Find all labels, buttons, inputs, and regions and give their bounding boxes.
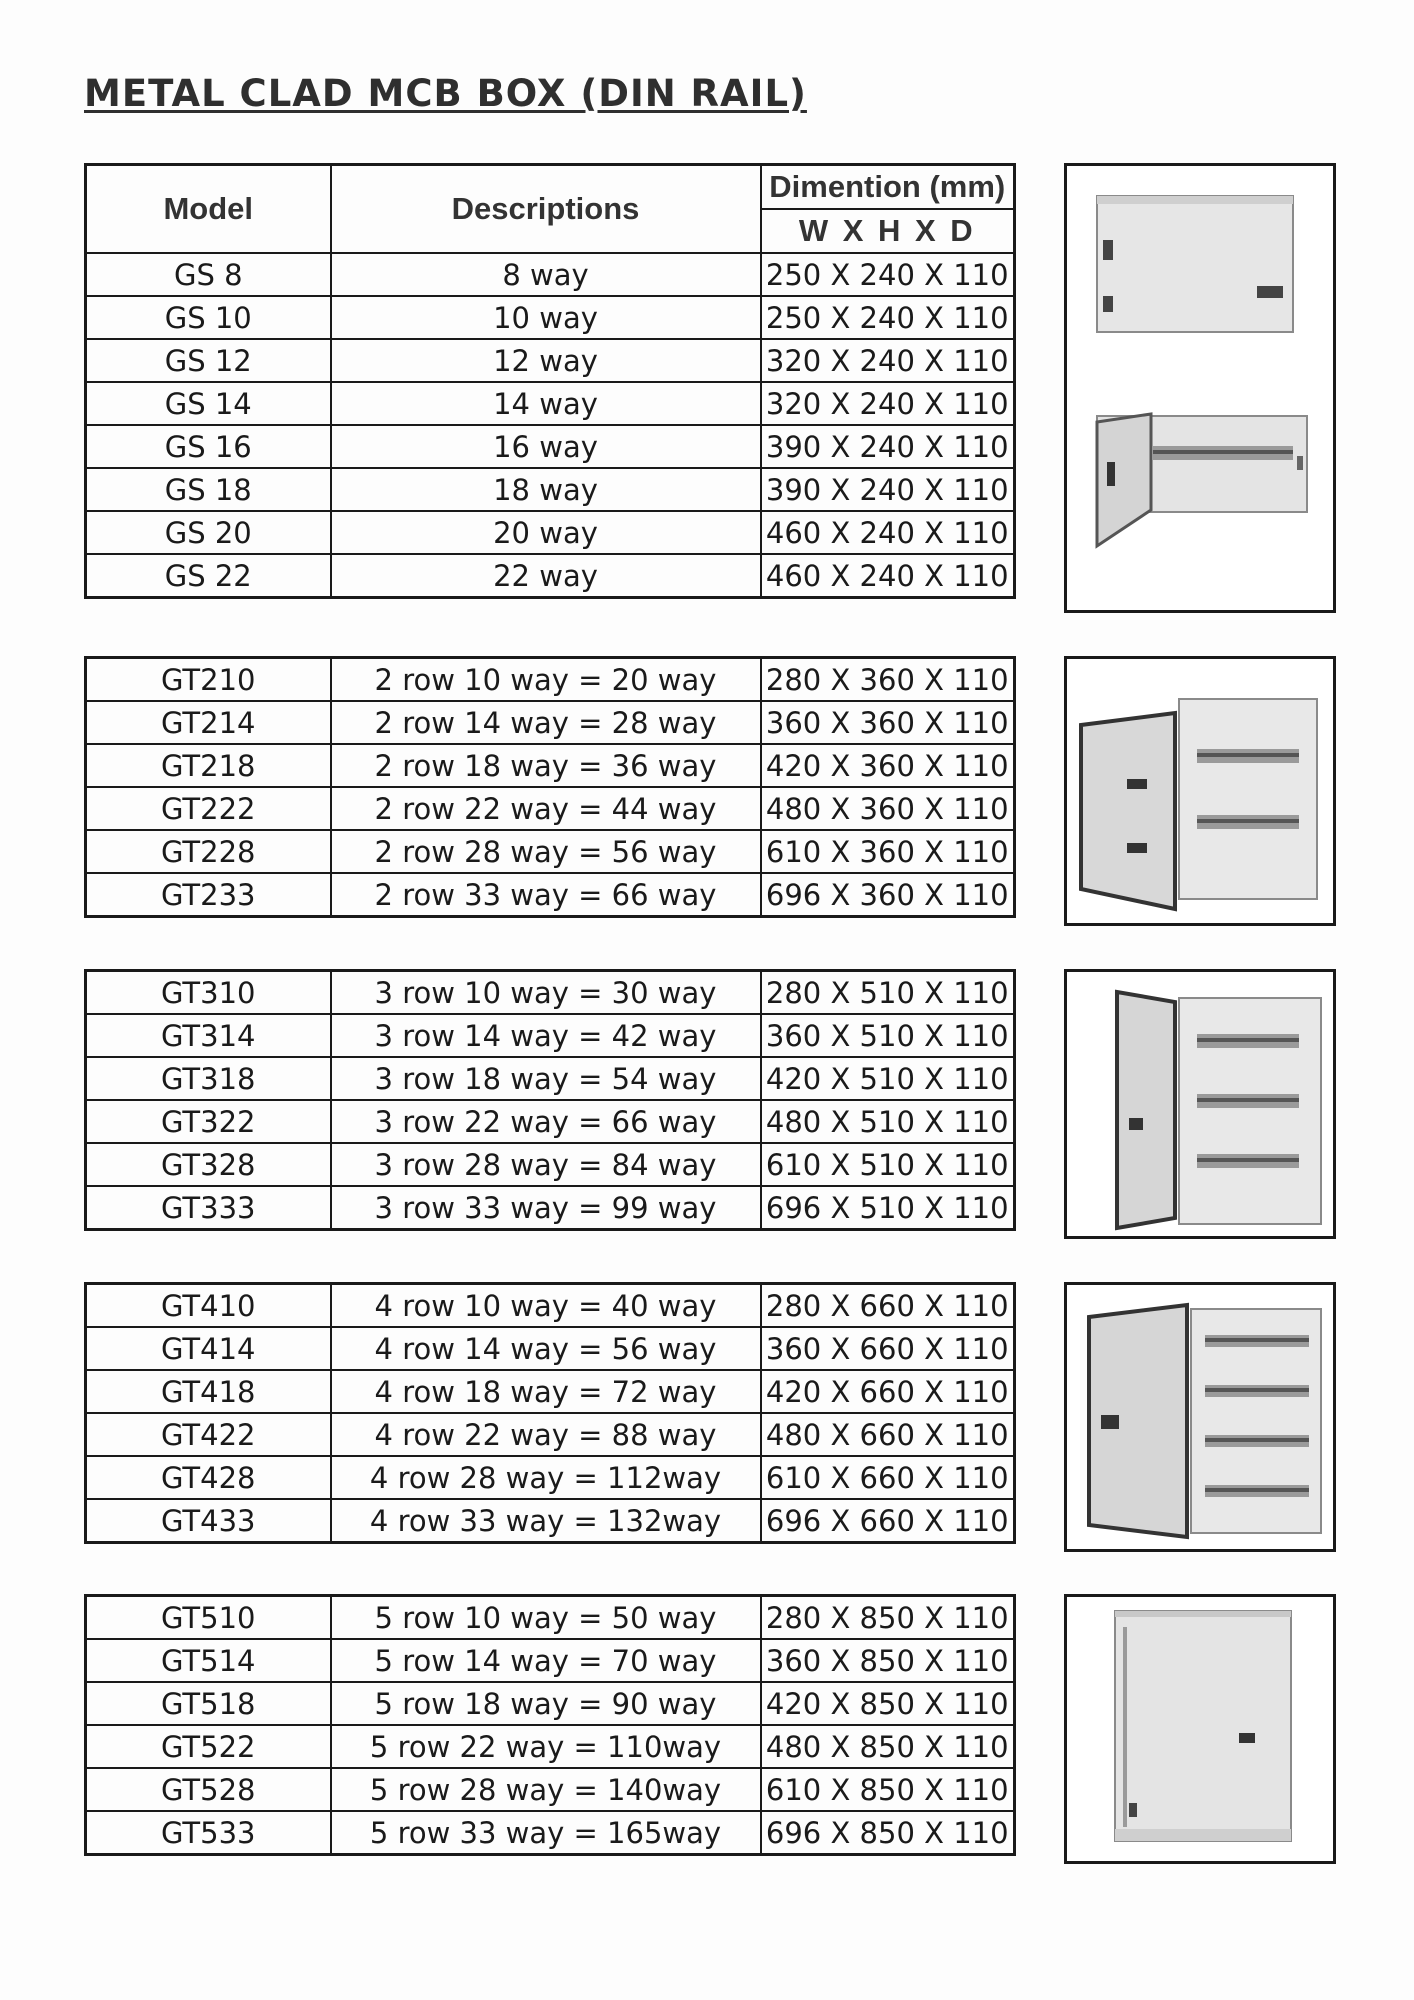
cell-model: GT233	[86, 873, 331, 917]
product-image-gs	[1064, 163, 1336, 613]
cell-model: GT218	[86, 744, 331, 787]
cell-model: GT422	[86, 1413, 331, 1456]
cell-model: GT533	[86, 1811, 331, 1855]
cell-dim: 390 X 240 X 110	[761, 468, 1015, 511]
spec-table-gs	[84, 163, 1016, 599]
cell-dim: 360 X 850 X 110	[761, 1639, 1015, 1682]
table-row	[86, 787, 1015, 830]
table-row	[86, 971, 1015, 1015]
header-model: Model	[86, 165, 331, 254]
cell-model: GT410	[86, 1284, 331, 1328]
page-title: METAL CLAD MCB BOX (DIN RAIL)	[84, 72, 807, 115]
product-image-gt3	[1064, 969, 1336, 1239]
cell-desc: 12 way	[331, 339, 761, 382]
cell-dim: 250 X 240 X 110	[761, 296, 1015, 339]
cell-model: GT210	[86, 658, 331, 702]
cell-desc: 4 row 33 way = 132way	[331, 1499, 761, 1543]
cell-dim: 360 X 660 X 110	[761, 1327, 1015, 1370]
cell-model: GS 16	[86, 425, 331, 468]
cell-desc: 22 way	[331, 554, 761, 598]
cell-model: GT518	[86, 1682, 331, 1725]
spec-table-gt5	[84, 1594, 1016, 1856]
cell-model: GS 20	[86, 511, 331, 554]
cell-dim: 320 X 240 X 110	[761, 339, 1015, 382]
cell-desc: 3 row 18 way = 54 way	[331, 1057, 761, 1100]
cell-dim: 420 X 360 X 110	[761, 744, 1015, 787]
table-row	[86, 1327, 1015, 1370]
cell-dim: 250 X 240 X 110	[761, 253, 1015, 296]
cell-model: GS 8	[86, 253, 331, 296]
table-row	[86, 701, 1015, 744]
cell-dim: 696 X 360 X 110	[761, 873, 1015, 917]
mcb-box-open-icon	[1067, 659, 1333, 923]
cell-model: GT522	[86, 1725, 331, 1768]
table-row	[86, 873, 1015, 917]
table-row	[86, 1057, 1015, 1100]
cell-dim: 360 X 510 X 110	[761, 1014, 1015, 1057]
cell-dim: 696 X 850 X 110	[761, 1811, 1015, 1855]
cell-dim: 460 X 240 X 110	[761, 554, 1015, 598]
table-row	[86, 1499, 1015, 1543]
table-row	[86, 1811, 1015, 1855]
table-row	[86, 425, 1015, 468]
cell-model: GS 10	[86, 296, 331, 339]
table-row	[86, 339, 1015, 382]
mcb-box-open-icon	[1067, 1285, 1333, 1549]
cell-dim: 610 X 360 X 110	[761, 830, 1015, 873]
cell-dim: 610 X 850 X 110	[761, 1768, 1015, 1811]
cell-dim: 420 X 660 X 110	[761, 1370, 1015, 1413]
cell-desc: 4 row 10 way = 40 way	[331, 1284, 761, 1328]
cell-desc: 2 row 18 way = 36 way	[331, 744, 761, 787]
cell-desc: 5 row 14 way = 70 way	[331, 1639, 761, 1682]
cell-desc: 2 row 14 way = 28 way	[331, 701, 761, 744]
mcb-box-open-icon	[1067, 972, 1333, 1236]
cell-desc: 8 way	[331, 253, 761, 296]
table-row	[86, 1596, 1015, 1640]
cell-desc: 3 row 10 way = 30 way	[331, 971, 761, 1015]
cell-desc: 3 row 22 way = 66 way	[331, 1100, 761, 1143]
cell-dim: 480 X 360 X 110	[761, 787, 1015, 830]
table-row	[86, 511, 1015, 554]
cell-desc: 4 row 14 way = 56 way	[331, 1327, 761, 1370]
cell-model: GT514	[86, 1639, 331, 1682]
cell-dim: 280 X 360 X 110	[761, 658, 1015, 702]
cell-desc: 2 row 33 way = 66 way	[331, 873, 761, 917]
cell-desc: 5 row 28 way = 140way	[331, 1768, 761, 1811]
cell-desc: 2 row 22 way = 44 way	[331, 787, 761, 830]
table-row	[86, 554, 1015, 598]
cell-dim: 360 X 360 X 110	[761, 701, 1015, 744]
cell-dim: 280 X 510 X 110	[761, 971, 1015, 1015]
spec-table-gt2	[84, 656, 1016, 918]
cell-model: GT510	[86, 1596, 331, 1640]
cell-model: GT318	[86, 1057, 331, 1100]
cell-desc: 20 way	[331, 511, 761, 554]
cell-desc: 4 row 22 way = 88 way	[331, 1413, 761, 1456]
cell-dim: 420 X 510 X 110	[761, 1057, 1015, 1100]
cell-desc: 2 row 28 way = 56 way	[331, 830, 761, 873]
cell-model: GT414	[86, 1327, 331, 1370]
cell-model: GT418	[86, 1370, 331, 1413]
cell-dim: 696 X 660 X 110	[761, 1499, 1015, 1543]
cell-model: GT214	[86, 701, 331, 744]
header-descriptions: Descriptions	[331, 165, 761, 254]
spec-table-gt3	[84, 969, 1016, 1231]
cell-model: GT333	[86, 1186, 331, 1230]
cell-dim: 696 X 510 X 110	[761, 1186, 1015, 1230]
cell-dim: 390 X 240 X 110	[761, 425, 1015, 468]
header-dimension-sub: W X H X D	[761, 209, 1015, 253]
table-row	[86, 468, 1015, 511]
product-image-gt5	[1064, 1594, 1336, 1864]
table-row	[86, 1370, 1015, 1413]
cell-model: GS 12	[86, 339, 331, 382]
cell-model: GT433	[86, 1499, 331, 1543]
mcb-box-closed-icon	[1067, 1597, 1333, 1861]
table-row	[86, 382, 1015, 425]
cell-desc: 3 row 28 way = 84 way	[331, 1143, 761, 1186]
cell-model: GT222	[86, 787, 331, 830]
cell-dim: 320 X 240 X 110	[761, 382, 1015, 425]
cell-desc: 5 row 10 way = 50 way	[331, 1596, 761, 1640]
table-row	[86, 1725, 1015, 1768]
cell-desc: 14 way	[331, 382, 761, 425]
cell-model: GT228	[86, 830, 331, 873]
table-row	[86, 744, 1015, 787]
header-dimension: Dimention (mm)	[761, 165, 1015, 210]
table-row	[86, 658, 1015, 702]
table-row	[86, 1014, 1015, 1057]
cell-model: GS 18	[86, 468, 331, 511]
cell-desc: 16 way	[331, 425, 761, 468]
cell-dim: 480 X 660 X 110	[761, 1413, 1015, 1456]
cell-dim: 610 X 510 X 110	[761, 1143, 1015, 1186]
table-row	[86, 1186, 1015, 1230]
cell-desc: 2 row 10 way = 20 way	[331, 658, 761, 702]
table-row	[86, 1413, 1015, 1456]
cell-model: GT314	[86, 1014, 331, 1057]
product-image-gt4	[1064, 1282, 1336, 1552]
table-row	[86, 1682, 1015, 1725]
cell-dim: 480 X 850 X 110	[761, 1725, 1015, 1768]
cell-model: GT428	[86, 1456, 331, 1499]
table-row	[86, 1100, 1015, 1143]
cell-desc: 3 row 33 way = 99 way	[331, 1186, 761, 1230]
cell-model: GT328	[86, 1143, 331, 1186]
cell-desc: 5 row 18 way = 90 way	[331, 1682, 761, 1725]
cell-model: GT528	[86, 1768, 331, 1811]
cell-desc: 18 way	[331, 468, 761, 511]
cell-dim: 420 X 850 X 110	[761, 1682, 1015, 1725]
spec-table-gt4	[84, 1282, 1016, 1544]
cell-desc: 10 way	[331, 296, 761, 339]
cell-model: GS 22	[86, 554, 331, 598]
table-row	[86, 1456, 1015, 1499]
table-row	[86, 1768, 1015, 1811]
mcb-box-icon	[1067, 166, 1333, 610]
cell-dim: 480 X 510 X 110	[761, 1100, 1015, 1143]
cell-dim: 280 X 850 X 110	[761, 1596, 1015, 1640]
table-row	[86, 1284, 1015, 1328]
cell-desc: 3 row 14 way = 42 way	[331, 1014, 761, 1057]
cell-dim: 610 X 660 X 110	[761, 1456, 1015, 1499]
table-row	[86, 1639, 1015, 1682]
cell-dim: 460 X 240 X 110	[761, 511, 1015, 554]
cell-desc: 5 row 33 way = 165way	[331, 1811, 761, 1855]
cell-model: GS 14	[86, 382, 331, 425]
cell-model: GT322	[86, 1100, 331, 1143]
table-row	[86, 296, 1015, 339]
table-row	[86, 1143, 1015, 1186]
cell-desc: 4 row 18 way = 72 way	[331, 1370, 761, 1413]
table-row	[86, 830, 1015, 873]
cell-dim: 280 X 660 X 110	[761, 1284, 1015, 1328]
product-image-gt2	[1064, 656, 1336, 926]
cell-desc: 5 row 22 way = 110way	[331, 1725, 761, 1768]
cell-desc: 4 row 28 way = 112way	[331, 1456, 761, 1499]
table-row	[86, 253, 1015, 296]
cell-model: GT310	[86, 971, 331, 1015]
